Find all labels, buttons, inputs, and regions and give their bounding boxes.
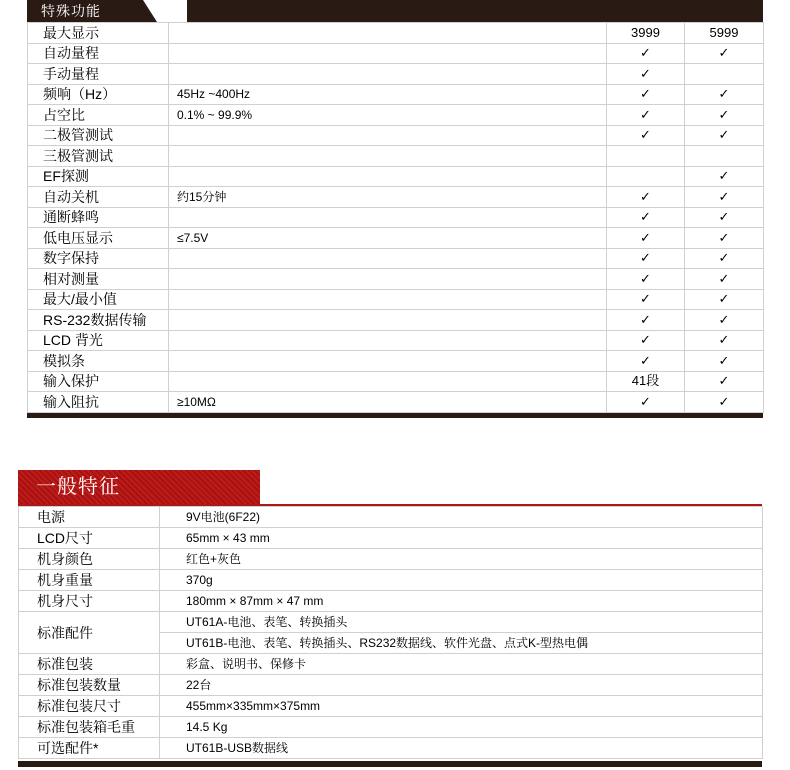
feature-value: 0.1% ~ 99.9% xyxy=(169,105,607,126)
spec-row xyxy=(19,717,763,738)
feature-name: RS-232数据传输 xyxy=(28,310,169,331)
model-3999-cell: ✓ xyxy=(607,84,685,105)
feature-name: 输入阻抗 xyxy=(28,392,169,413)
model-5999-cell: ✓ xyxy=(685,43,764,64)
spec-name: 标准包装数量 xyxy=(19,675,160,696)
spec-row xyxy=(19,696,763,717)
spec-name: 标准包装尺寸 xyxy=(19,696,160,717)
spec-row xyxy=(19,654,763,675)
model-5999-cell: ✓ xyxy=(685,228,764,249)
feature-row xyxy=(28,84,764,105)
spec-value: 370g xyxy=(160,570,763,591)
model-3999-cell: ✓ xyxy=(607,207,685,228)
model-5999-cell xyxy=(685,146,764,167)
spec-name: 电源 xyxy=(19,507,160,528)
feature-name: 手动量程 xyxy=(28,64,169,85)
spec-row xyxy=(19,570,763,591)
model-5999-cell: ✓ xyxy=(685,187,764,208)
special-functions-section xyxy=(27,0,763,418)
feature-value xyxy=(169,351,607,372)
spec-value: 14.5 Kg xyxy=(160,717,763,738)
special-functions-title: 特殊功能 xyxy=(27,0,127,22)
feature-row xyxy=(28,187,764,208)
model-3999-cell xyxy=(607,166,685,187)
spec-value: 455mm×335mm×375mm xyxy=(160,696,763,717)
model-3999-cell: 3999 xyxy=(607,23,685,44)
model-5999-cell: ✓ xyxy=(685,125,764,146)
model-3999-cell: ✓ xyxy=(607,64,685,85)
feature-name: 自动关机 xyxy=(28,187,169,208)
spec-row xyxy=(19,549,763,570)
feature-value xyxy=(169,125,607,146)
spec-value: UT61B-电池、表笔、转换插头、RS232数据线、软件光盘、点式K-型热电偶 xyxy=(160,633,763,654)
feature-row xyxy=(28,351,764,372)
feature-row xyxy=(28,146,764,167)
spec-value: 红色+灰色 xyxy=(160,549,763,570)
feature-value: 约15分钟 xyxy=(169,187,607,208)
spec-row xyxy=(19,612,763,633)
feature-value: ≥10MΩ xyxy=(169,392,607,413)
model-3999-cell xyxy=(607,146,685,167)
spec-name: 机身尺寸 xyxy=(19,591,160,612)
feature-name: 频响（Hz） xyxy=(28,84,169,105)
feature-name: 二极管测试 xyxy=(28,125,169,146)
spec-name: 机身重量 xyxy=(19,570,160,591)
feature-name: 相对测量 xyxy=(28,269,169,290)
model-3999-cell: ✓ xyxy=(607,269,685,290)
general-features-section xyxy=(18,470,762,767)
model-5999-cell: ✓ xyxy=(685,351,764,372)
header-rule xyxy=(18,504,762,506)
feature-name: 最大/最小值 xyxy=(28,289,169,310)
model-5999-cell: ✓ xyxy=(685,330,764,351)
feature-row xyxy=(28,392,764,413)
feature-value xyxy=(169,146,607,167)
spec-name: 标准包装箱毛重 xyxy=(19,717,160,738)
feature-row xyxy=(28,269,764,290)
feature-row xyxy=(28,105,764,126)
model-5999-cell xyxy=(685,64,764,85)
feature-name: 低电压显示 xyxy=(28,228,169,249)
feature-value xyxy=(169,23,607,44)
model-5999-cell: ✓ xyxy=(685,105,764,126)
feature-name: 占空比 xyxy=(28,105,169,126)
special-functions-header-bar xyxy=(27,0,763,22)
model-5999-cell: ✓ xyxy=(685,207,764,228)
spec-row xyxy=(19,738,763,759)
feature-name: 通断蜂鸣 xyxy=(28,207,169,228)
feature-name: 最大显示 xyxy=(28,23,169,44)
feature-row xyxy=(28,228,764,249)
model-3999-cell: ✓ xyxy=(607,248,685,269)
feature-row xyxy=(28,23,764,44)
spec-value: UT61A-电池、表笔、转换插头 xyxy=(160,612,763,633)
feature-row xyxy=(28,207,764,228)
model-3999-cell: ✓ xyxy=(607,392,685,413)
model-5999-cell: 5999 xyxy=(685,23,764,44)
feature-row xyxy=(28,166,764,187)
spec-row xyxy=(19,591,763,612)
spec-value: UT61B-USB数据线 xyxy=(160,738,763,759)
spec-row xyxy=(19,528,763,549)
feature-row xyxy=(28,64,764,85)
spec-name: 机身颜色 xyxy=(19,549,160,570)
feature-row xyxy=(28,371,764,392)
feature-value xyxy=(169,269,607,290)
feature-row xyxy=(28,289,764,310)
model-5999-cell: ✓ xyxy=(685,84,764,105)
feature-name: 三极管测试 xyxy=(28,146,169,167)
feature-value xyxy=(169,207,607,228)
feature-row xyxy=(28,43,764,64)
spec-value: 彩盒、说明书、保修卡 xyxy=(160,654,763,675)
model-5999-cell: ✓ xyxy=(685,392,764,413)
model-3999-cell: ✓ xyxy=(607,187,685,208)
feature-name: 输入保护 xyxy=(28,371,169,392)
model-3999-cell: ✓ xyxy=(607,310,685,331)
feature-value xyxy=(169,289,607,310)
model-3999-cell: ✓ xyxy=(607,289,685,310)
spec-value: 65mm × 43 mm xyxy=(160,528,763,549)
feature-value xyxy=(169,166,607,187)
general-features-table xyxy=(18,506,763,759)
feature-row xyxy=(28,125,764,146)
general-features-footer-bar xyxy=(18,761,762,767)
spec-value: 9V电池(6F22) xyxy=(160,507,763,528)
feature-value: ≤7.5V xyxy=(169,228,607,249)
feature-value xyxy=(169,330,607,351)
spec-name: 可选配件* xyxy=(19,738,160,759)
model-3999-cell: ✓ xyxy=(607,43,685,64)
model-5999-cell: ✓ xyxy=(685,371,764,392)
spec-name: LCD尺寸 xyxy=(19,528,160,549)
model-5999-cell: ✓ xyxy=(685,289,764,310)
feature-row xyxy=(28,310,764,331)
feature-value xyxy=(169,64,607,85)
feature-row xyxy=(28,248,764,269)
feature-name: 模拟条 xyxy=(28,351,169,372)
special-functions-table xyxy=(27,22,764,413)
feature-name: 自动量程 xyxy=(28,43,169,64)
spec-row xyxy=(19,507,763,528)
model-3999-cell: 41段 xyxy=(607,371,685,392)
model-5999-cell: ✓ xyxy=(685,269,764,290)
spec-value: 180mm × 87mm × 47 mm xyxy=(160,591,763,612)
model-3999-cell: ✓ xyxy=(607,228,685,249)
feature-value xyxy=(169,371,607,392)
model-3999-cell: ✓ xyxy=(607,330,685,351)
feature-name: EF探测 xyxy=(28,166,169,187)
feature-name: LCD 背光 xyxy=(28,330,169,351)
model-5999-cell: ✓ xyxy=(685,310,764,331)
spec-name: 标准配件 xyxy=(19,612,160,654)
feature-value: 45Hz ~400Hz xyxy=(169,84,607,105)
spec-name: 标准包装 xyxy=(19,654,160,675)
feature-value xyxy=(169,43,607,64)
special-functions-footer-bar xyxy=(27,413,763,418)
model-5999-cell: ✓ xyxy=(685,248,764,269)
spec-value: 22台 xyxy=(160,675,763,696)
general-features-header xyxy=(18,470,762,506)
model-3999-cell: ✓ xyxy=(607,125,685,146)
spec-row xyxy=(19,675,763,696)
model-5999-cell: ✓ xyxy=(685,166,764,187)
model-3999-cell: ✓ xyxy=(607,105,685,126)
feature-value xyxy=(169,248,607,269)
model-3999-cell: ✓ xyxy=(607,351,685,372)
feature-name: 数字保持 xyxy=(28,248,169,269)
feature-value xyxy=(169,310,607,331)
feature-row xyxy=(28,330,764,351)
header-gap xyxy=(157,0,187,22)
general-features-title: 一般特征 xyxy=(18,470,260,504)
